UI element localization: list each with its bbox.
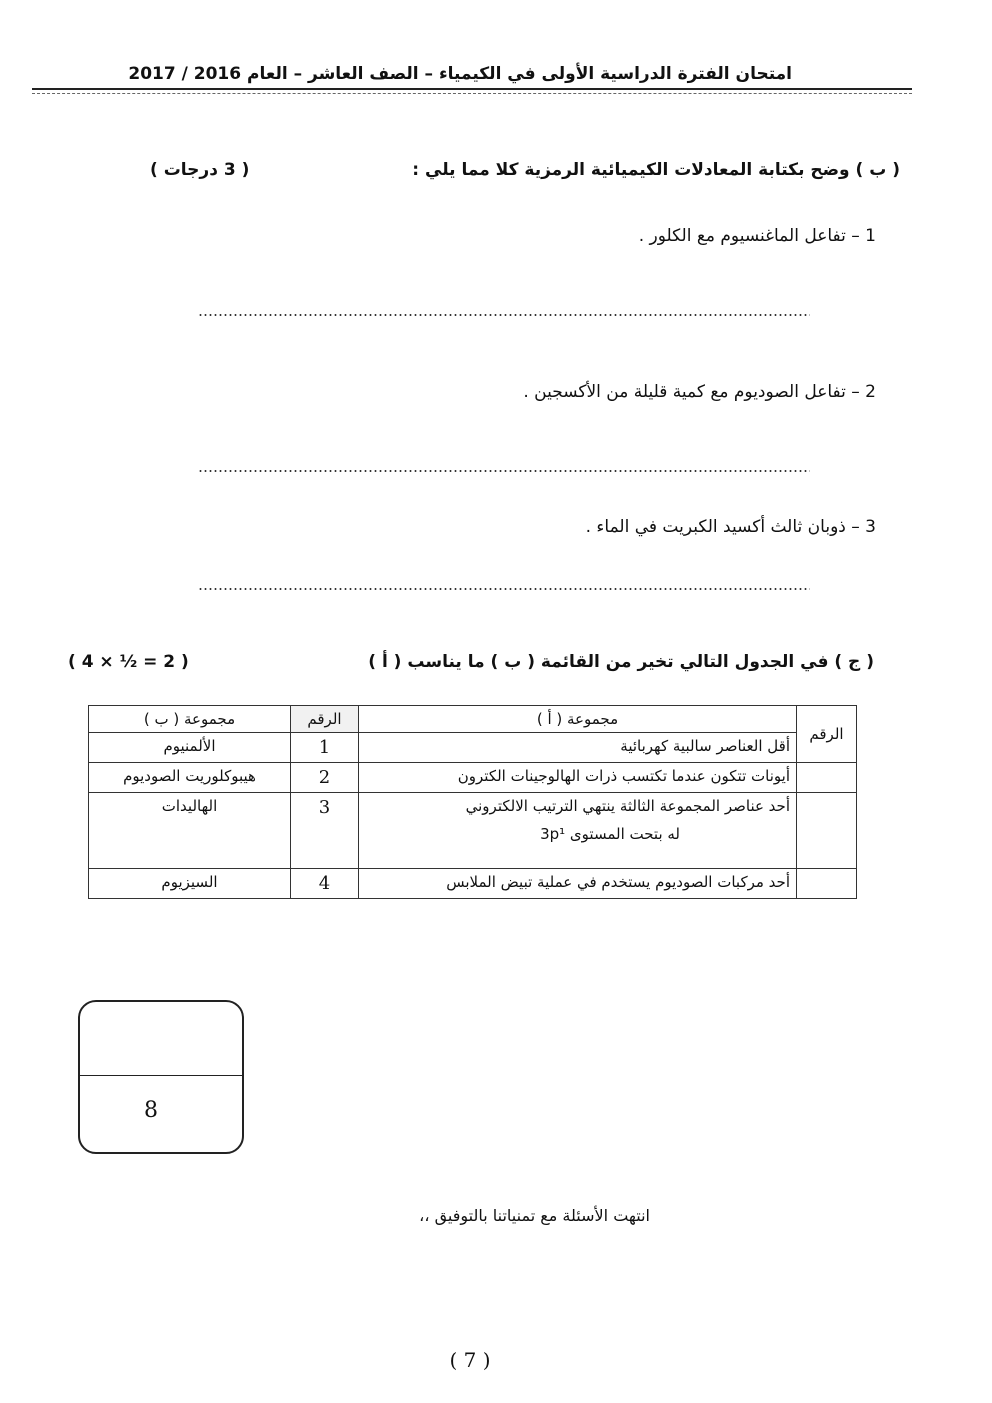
answer-line-2[interactable] bbox=[198, 470, 810, 472]
section-b-item-3: 3 – ذوبان ثالث أكسيد الكبريت في الماء . bbox=[585, 517, 876, 537]
header-number: الرقم bbox=[291, 706, 359, 733]
score-box bbox=[78, 1000, 244, 1154]
section-b-item-1: 1 – تفاعل الماغنسيوم مع الكلور . bbox=[638, 226, 876, 246]
group-a-line-2: له بتحت المستوى 3p¹ bbox=[540, 825, 680, 843]
section-b-heading: ( ب ) وضح بكتابة المعادلات الكيميائية الرمزية كلا مما يلي : bbox=[412, 160, 900, 180]
table-row bbox=[89, 869, 857, 899]
section-c-marks: ( 4 × ½ = 2 ) bbox=[68, 652, 189, 672]
answer-cell[interactable] bbox=[797, 763, 857, 793]
answer-line-1[interactable] bbox=[198, 314, 810, 316]
section-b-marks: ( 3 درجات ) bbox=[150, 160, 250, 180]
header-group-a: مجموعة ( أ ) bbox=[359, 706, 797, 733]
header-group-b: مجموعة ( ب ) bbox=[89, 706, 291, 733]
group-a-cell: أقل العناصر سالبية كهربائية bbox=[359, 733, 797, 763]
score-total: 8 bbox=[144, 1098, 158, 1123]
table-row bbox=[89, 763, 857, 793]
answer-cell[interactable] bbox=[797, 869, 857, 899]
number-cell: 2 bbox=[291, 763, 359, 793]
header-rule-dashed bbox=[32, 93, 912, 94]
group-a-line-1: أحد عناصر المجموعة الثالثة ينتهي الترتيب الالكتروني bbox=[465, 797, 790, 815]
number-cell: 3 bbox=[291, 793, 359, 869]
page-number: ( 7 ) bbox=[449, 1348, 491, 1372]
group-a-cell: أحد مركبات الصوديوم يستخدم في عملية تبيض الملابس bbox=[359, 869, 797, 899]
number-cell: 4 bbox=[291, 869, 359, 899]
header-answer-number: الرقم bbox=[797, 706, 857, 763]
closing-message: انتهت الأسئلة مع تمنياتنا بالتوفيق ،، bbox=[419, 1206, 650, 1225]
table-row bbox=[89, 733, 857, 763]
group-a-cell: أيونات تتكون عندما تكتسب ذرات الهالوجينات الكترون bbox=[359, 763, 797, 793]
exam-header-title: امتحان الفترة الدراسية الأولى في الكيمياء – الصف العاشر – العام 2016 / 2017 bbox=[128, 64, 792, 84]
group-b-cell: هيبوكلوريت الصوديوم bbox=[89, 763, 291, 793]
score-divider bbox=[78, 1075, 244, 1076]
section-b-item-2: 2 – تفاعل الصوديوم مع كمية قليلة من الأكسجين . bbox=[523, 382, 876, 402]
group-b-cell: السيزيوم bbox=[89, 869, 291, 899]
answer-line-3[interactable] bbox=[198, 588, 810, 590]
number-cell: 1 bbox=[291, 733, 359, 763]
answer-cell[interactable] bbox=[797, 793, 857, 869]
section-c-heading: ( ج ) في الجدول التالي تخير من القائمة ( ب ) ما يناسب ( أ ) bbox=[368, 652, 874, 672]
header-rule bbox=[32, 88, 912, 90]
group-b-cell: الألمنيوم bbox=[89, 733, 291, 763]
table-header-row bbox=[89, 706, 857, 733]
table-row bbox=[89, 793, 857, 869]
matching-table bbox=[88, 705, 857, 899]
group-b-cell: الهاليدات bbox=[89, 793, 291, 869]
group-a-cell bbox=[359, 793, 797, 869]
